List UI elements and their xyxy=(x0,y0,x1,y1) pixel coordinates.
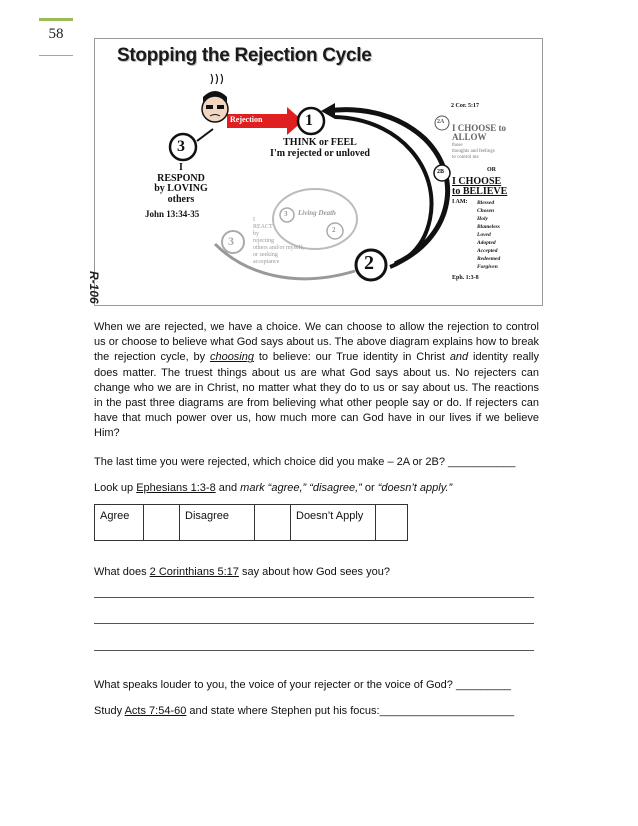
living-death-label: Living Death xyxy=(298,209,336,217)
disagree-label: Disagree xyxy=(180,505,255,541)
head-to-3-arrow xyxy=(197,129,213,141)
step3-text: I RESPOND by LOVING others xyxy=(154,162,208,205)
step3-number: 3 xyxy=(177,138,185,155)
page-number: 58 xyxy=(48,26,64,42)
question-ephesians: Look up Ephesians 1:3-8 and mark “agree,” “disagree,” or “doesn’t apply.” xyxy=(94,482,453,494)
rejected-person-icon xyxy=(202,74,228,122)
question-voice: What speaks louder to you, the voice of your rejecter or the voice of God? _________ xyxy=(94,679,512,691)
step1-number: 1 xyxy=(305,112,313,129)
reference-2cor: 2 Cor. 5:17 xyxy=(451,103,479,109)
answer-line-1[interactable] xyxy=(94,597,534,598)
question-last-rejection: The last time you were rejected, which choice did you make – 2A or 2B? ___________ xyxy=(94,456,516,468)
doesnt-apply-checkbox[interactable] xyxy=(376,505,408,541)
diagram-title: Stopping the Rejection Cycle xyxy=(117,45,372,66)
reference-eph: Eph. 1:3-8 xyxy=(452,275,479,281)
option-2b-label: 2B xyxy=(437,169,445,175)
react-text: I REACT by rejecting others and/or myself, or seeking acceptance xyxy=(253,217,304,265)
choose-allow-title: I CHOOSE to ALLOW xyxy=(452,123,507,142)
step2-number: 2 xyxy=(364,252,374,274)
question-2corinthians: What does 2 Corinthians 5:17 say about how God sees you? xyxy=(94,566,390,578)
choose-believe: I CHOOSE to BELIEVE xyxy=(452,176,508,197)
agree-disagree-table xyxy=(94,504,408,541)
or-label: OR xyxy=(487,167,496,173)
rejection-label: Rejection xyxy=(230,115,263,124)
choose-allow-sub: those thoughts and feelings to control me xyxy=(452,143,495,160)
figure-code: R-106 xyxy=(87,271,101,304)
explanation-paragraph: When we are rejected, we have a choice. We can choose to allow the rejection to control us or choose to believe what God says about us. The above diagram explains how to break the rejection cycle, by choosing to believe: our True identity in Christ and identity really does matter. The truest things about us are what God says about us. No rejecters can change who we are in Christ, no matter what they do to us or say about us. The reactions in the past three diagrams are from believing what other people say or do. If rejecters can have that much power over us, how much more can God have in our lives if we believe Him? xyxy=(94,321,539,440)
option-2a-label: 2A xyxy=(437,119,445,125)
answer-line-2[interactable] xyxy=(94,623,534,624)
agree-checkbox[interactable] xyxy=(144,505,180,541)
identity-list: Blessed Chosen Holy Blameless Loved Adopted Accepted Redeemed Forgiven xyxy=(477,200,501,270)
step3-reference: John 13:34-35 xyxy=(145,209,200,219)
page-number-bar xyxy=(39,18,73,21)
inner-step3-number: 3 xyxy=(284,210,288,218)
answer-line-3[interactable] xyxy=(94,650,534,651)
page-number-rule xyxy=(39,55,73,56)
ephesians-link[interactable]: Ephesians 1:3-8 xyxy=(136,482,216,494)
disagree-checkbox[interactable] xyxy=(255,505,291,541)
step1-text: THINK or FEEL I'm rejected or unloved xyxy=(270,137,370,159)
inner-step2-number: 2 xyxy=(332,226,336,234)
agree-label: Agree xyxy=(95,505,144,541)
question-acts: Study Acts 7:54-60 and state where Stephen put his focus:______________________ xyxy=(94,705,515,717)
i-am-label: I AM: xyxy=(452,199,468,205)
rejection-cycle-diagram xyxy=(87,38,543,306)
corinthians-link[interactable]: 2 Corinthians 5:17 xyxy=(149,566,239,578)
doesnt-apply-label: Doesn’t Apply xyxy=(291,505,376,541)
acts-link[interactable]: Acts 7:54-60 xyxy=(124,705,187,717)
faded-step3-number: 3 xyxy=(228,234,234,248)
